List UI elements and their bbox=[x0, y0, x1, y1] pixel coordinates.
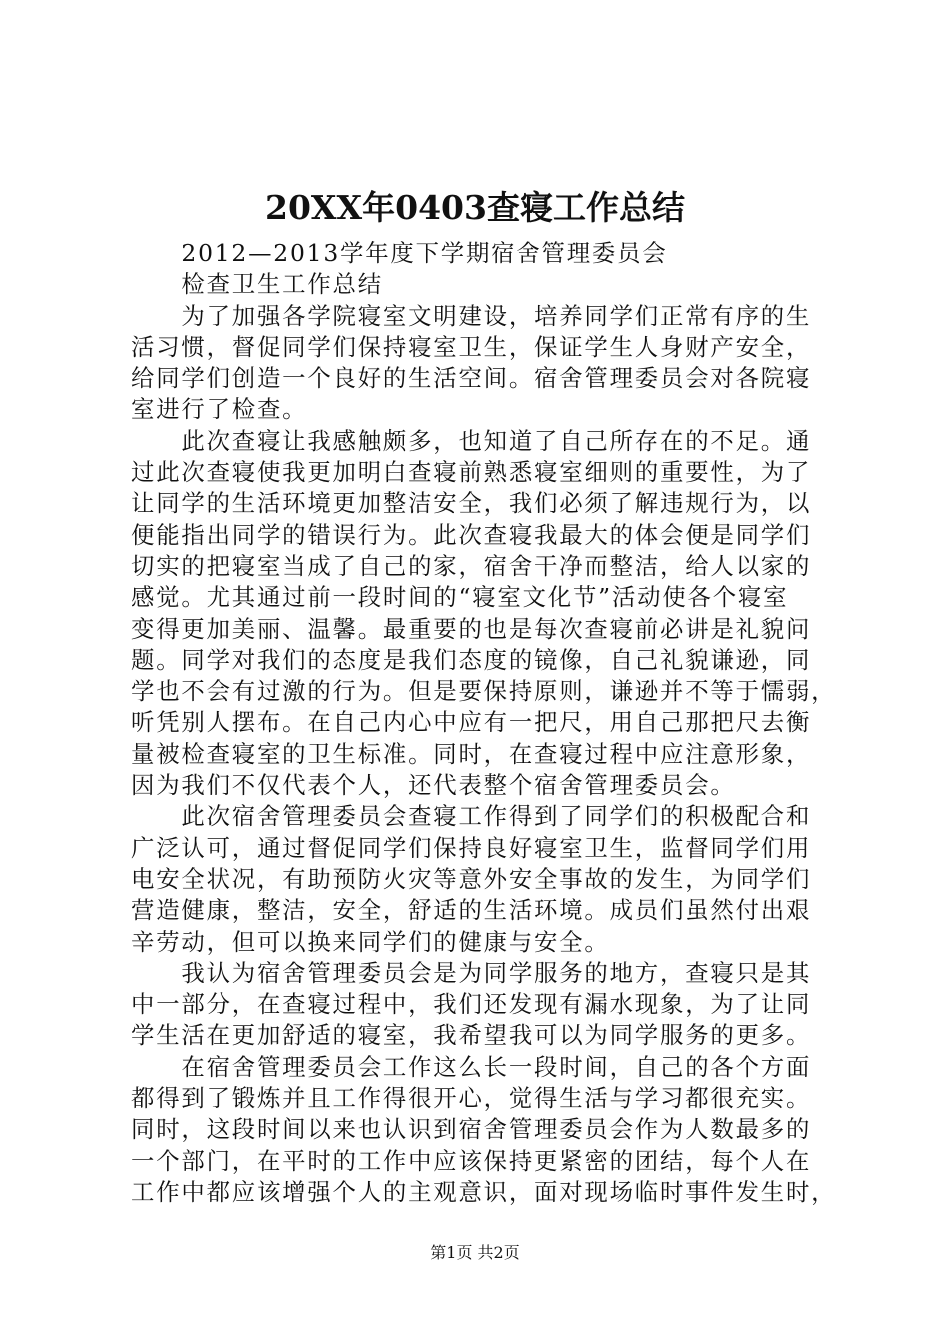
text-line: 切实的把寝室当成了自己的家，宿舍干净而整洁，给人以家的 bbox=[131, 551, 812, 580]
text-line: 工作中都应该增强个人的主观意识，面对现场临时事件发生时， bbox=[131, 1177, 837, 1206]
text-line: 为了加强各学院寝室文明建设，培养同学们正常有序的生 bbox=[131, 301, 812, 330]
text-line: 检查卫生工作总结 bbox=[131, 270, 383, 299]
text-line: 2012—2013学年度下学期宿舍管理委员会 bbox=[131, 239, 668, 267]
text-line: 量被检查寝室的卫生标准。同时，在查寝过程中应注意形象， bbox=[131, 739, 812, 768]
text-line: 都得到了锻炼并且工作得很开心，觉得生活与学习都很充实。 bbox=[131, 1084, 812, 1113]
text-line: 营造健康，整洁，安全，舒适的生活环境。成员们虽然付出艰 bbox=[131, 896, 812, 925]
text-line: 我认为宿舍管理委员会是为同学服务的地方，查寝只是其 bbox=[131, 958, 812, 987]
text-line: 电安全状况，有助预防火灾等意外安全事故的发生，为同学们 bbox=[131, 864, 812, 893]
text-line: 活习惯，督促同学们保持寝室卫生，保证学生人身财产安全， bbox=[131, 332, 812, 361]
text-line: 学也不会有过激的行为。但是要保持原则，谦逊并不等于懦弱， bbox=[131, 677, 837, 706]
text-line: 此次宿舍管理委员会查寝工作得到了同学们的积极配合和 bbox=[131, 802, 812, 831]
text-line: 感觉。尤其通过前一段时间的“寝室文化节”活动使各个寝室 bbox=[131, 583, 789, 612]
text-line: 过此次查寝使我更加明白查寝前熟悉寝室细则的重要性，为了 bbox=[131, 458, 812, 487]
text-line: 听凭别人摆布。在自己内心中应有一把尺，用自己那把尺去衡 bbox=[131, 708, 812, 737]
text-line: 便能指出同学的错误行为。此次查寝我最大的体会便是同学们 bbox=[131, 520, 812, 549]
text-line: 题。同学对我们的态度是我们态度的镜像，自己礼貌谦逊，同 bbox=[131, 645, 812, 674]
text-line: 学生活在更加舒适的寝室，我希望我可以为同学服务的更多。 bbox=[131, 1021, 812, 1050]
document-body bbox=[131, 238, 837, 1208]
text-line: 中一部分，在查寝过程中，我们还发现有漏水现象，为了让同 bbox=[131, 990, 812, 1019]
text-line: 因为我们不仅代表个人，还代表整个宿舍管理委员会。 bbox=[131, 771, 736, 800]
page-footer: 第1页 共2页 bbox=[430, 1243, 520, 1262]
text-line: 同时，这段时间以来也认识到宿舍管理委员会作为人数最多的 bbox=[131, 1115, 812, 1144]
text-line: 广泛认可，通过督促同学们保持良好寝室卫生，监督同学们用 bbox=[131, 833, 812, 862]
text-line: 室进行了检查。 bbox=[131, 395, 308, 424]
text-line: 变得更加美丽、温馨。最重要的也是每次查寝前必讲是礼貌问 bbox=[131, 614, 812, 643]
text-line: 辛劳动，但可以换来同学们的健康与安全。 bbox=[131, 927, 610, 956]
text-line: 此次查寝让我感触颇多，也知道了自己所存在的不足。通 bbox=[131, 426, 812, 455]
text-line: 在宿舍管理委员会工作这么长一段时间，自己的各个方面 bbox=[131, 1052, 812, 1081]
text-line: 一个部门，在平时的工作中应该保持更紧密的团结，每个人在 bbox=[131, 1146, 812, 1175]
text-line: 给同学们创造一个良好的生活空间。宿舍管理委员会对各院寝 bbox=[131, 364, 812, 393]
document-title: 20XX年0403查寝工作总结 bbox=[265, 188, 685, 227]
text-line: 让同学的生活环境更加整洁安全，我们必须了解违规行为，以 bbox=[131, 489, 812, 518]
